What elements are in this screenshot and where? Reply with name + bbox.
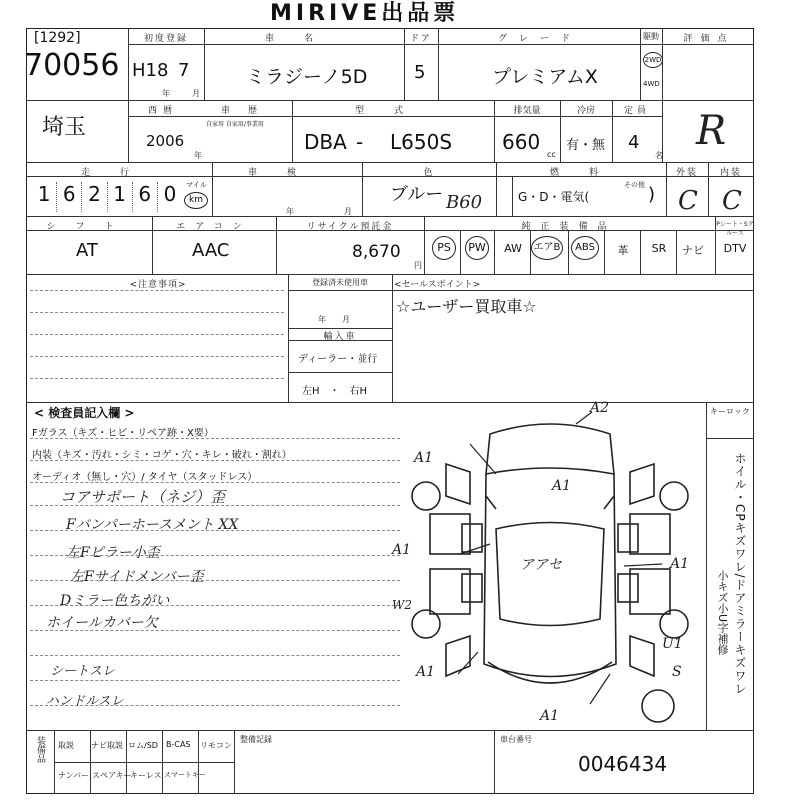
displacement: 660	[502, 130, 541, 154]
acc-item: スペアキー	[92, 771, 132, 780]
drive-2wd-text: 2WD	[644, 56, 662, 64]
equip-leather: 革	[617, 244, 629, 257]
drive-header: 駆動	[643, 32, 659, 41]
mileage-digit: 1	[108, 182, 133, 212]
inspection-year-unit: 年	[286, 207, 294, 216]
frame-header: 車歴	[220, 106, 275, 116]
damage-mark: A2	[590, 400, 610, 416]
capacity: 4	[628, 132, 640, 153]
mileage-digit: 2	[82, 182, 107, 212]
side-legend: ホイル・CPキズワレ/ドアミラーキズワレ	[733, 452, 747, 696]
color: ブルー	[390, 184, 444, 205]
reg-month-unit: 月	[192, 89, 200, 98]
equip-abs	[568, 236, 602, 260]
reg-header: 初度登録	[143, 34, 188, 44]
recycle-header: リサイクル預託金	[306, 222, 394, 232]
shift: AT	[76, 240, 98, 261]
mileage-digit: 6	[57, 182, 82, 212]
equip-sr: SR	[651, 242, 667, 255]
sales-point-header: <セールスポイント>	[394, 280, 481, 290]
equip-pw-text: PW	[465, 236, 489, 260]
mileage-unit-mile: マイル	[186, 181, 207, 189]
damage-mark: A1	[414, 450, 434, 466]
equip-airbag	[530, 236, 564, 260]
damage-mark: A1	[540, 708, 560, 724]
damage-mark: U1	[662, 636, 683, 652]
score-header: 評価点	[683, 34, 735, 44]
damage-mark: A1	[416, 664, 436, 680]
name-header: 車名	[264, 34, 343, 44]
equip-extra-header: Pシート・Sクルーズ	[716, 221, 754, 237]
acc-item: ナンバー	[58, 771, 90, 780]
acc-item: キーレス	[130, 771, 162, 780]
equip-airbag-text: エアB	[531, 236, 563, 260]
fuel-other: その他	[624, 181, 645, 189]
mileage-header: 走行	[80, 168, 159, 178]
fuel-header: 燃料	[549, 168, 628, 178]
disp-header: 排気量	[513, 106, 541, 116]
sales-point: ☆ユーザー買取車☆	[396, 297, 537, 316]
inspector-header: < 検査員記入欄 >	[34, 406, 135, 420]
doors-header: ドア	[410, 34, 432, 44]
reg-year-unit: 年	[162, 89, 170, 98]
stock-label: 車台番号	[500, 735, 532, 744]
equip-ps-text: PS	[432, 236, 456, 260]
frame-sub: 自家用 自家用/事業用	[206, 121, 264, 128]
fuel-options: G・D・電気(	[518, 190, 590, 204]
car-name: ミラジーノ5D	[246, 66, 368, 88]
interior-grade: C	[722, 186, 742, 216]
damage-mark: アアセ	[520, 557, 562, 573]
maintenance-label: 整備記録	[240, 735, 272, 744]
damage-mark: A1	[552, 478, 572, 494]
side-legend-2: 小キズ小U字補修	[716, 570, 729, 656]
grade-header: グレード	[497, 34, 582, 44]
accessories-label: 装備品	[35, 736, 45, 763]
equip-pw	[460, 236, 494, 260]
pre-reg-header: 登録済未使用車	[312, 278, 368, 287]
aircon-header: エアコン	[176, 222, 252, 232]
mileage-digits	[32, 182, 182, 212]
damage-mark: S	[672, 664, 682, 680]
acc-item: B-CAS	[166, 740, 191, 749]
handwritten-note: Fバンパーホースメント XX	[66, 517, 239, 533]
reg-era: H18	[132, 60, 169, 81]
ac-value: 有・無	[566, 138, 606, 153]
mileage-digit: 6	[133, 182, 158, 212]
handwritten-note: 左Fピラー小歪	[66, 545, 160, 561]
check-glass: Fガラス（キズ・ヒビ・リペア跡・X要）	[32, 428, 214, 439]
damage-mark: A1	[392, 542, 412, 558]
acc-item: スマートキー	[164, 771, 206, 779]
import-header: 輸入車	[323, 332, 357, 342]
handle: 左H ・ 右H	[302, 386, 368, 397]
equip-header: 純正装備品	[521, 222, 617, 232]
damage-mark: W2	[392, 598, 412, 612]
handwritten-note: シートスレ	[50, 664, 115, 679]
capacity-unit: 名	[655, 151, 663, 160]
exterior-header: 外装	[675, 168, 698, 178]
check-interior: 内装（キズ・汚れ・シミ・コゲ・穴・キレ・破れ・割れ）	[32, 450, 292, 461]
cc-unit: cc	[547, 150, 556, 159]
acc-item: ナビ取説	[91, 741, 123, 750]
drive-4wd: 4WD	[643, 80, 660, 88]
color-header: 色	[423, 168, 435, 178]
drive-2wd	[643, 52, 663, 68]
shift-header: シフト	[46, 222, 134, 232]
equip-abs-text: ABS	[571, 236, 599, 260]
color-code: B60	[446, 192, 483, 213]
equip-dtv: DTV	[723, 242, 747, 255]
key-lock-label: キーロック	[710, 407, 750, 416]
year-unit: 年	[194, 151, 202, 160]
dealer: ディーラー・並行	[298, 354, 378, 365]
equip-navi: ナビ	[682, 244, 704, 257]
inspection-month-unit: 月	[344, 207, 352, 216]
mileage-unit-km-text: km	[189, 195, 203, 205]
aircon: AAC	[192, 240, 230, 261]
fuel-close: )	[648, 184, 656, 205]
recycle-yen: 円	[414, 261, 422, 270]
model-header: 型式	[354, 106, 433, 116]
exterior-grade: C	[678, 186, 698, 216]
ac-header: 冷房	[576, 106, 595, 116]
stock-number: 0046434	[578, 752, 668, 776]
doors: 5	[414, 62, 426, 83]
document-title: MIRIVE出品票	[270, 1, 460, 26]
handwritten-note: 左Fサイドメンバー歪	[70, 569, 204, 585]
model-code: L650S	[390, 130, 453, 154]
inspection-header: 車検	[247, 168, 326, 178]
equip-aw: AW	[504, 242, 522, 255]
year: 2006	[146, 132, 185, 150]
model-prefix: DBA	[304, 130, 347, 154]
equip-ps	[427, 236, 461, 260]
check-audio: オーディオ（無し・穴）/ タイヤ（スタッドレス）	[32, 472, 258, 483]
handwritten-note: ホイールカバー欠	[46, 615, 158, 631]
acc-item: リモコン	[200, 741, 232, 750]
mileage-digit: 1	[32, 182, 57, 212]
notes-header: <注意事項>	[129, 280, 187, 290]
lot-code: [1292]	[34, 30, 81, 46]
damage-mark: A1	[670, 556, 690, 572]
grade: プレミアムX	[492, 66, 598, 88]
score: R	[696, 108, 727, 154]
year-header: 西暦	[148, 106, 179, 116]
lot-number: 70056	[24, 48, 120, 83]
acc-item: 取説	[58, 741, 74, 750]
pre-reg-date: 年 月	[318, 315, 350, 324]
reg-month: 7	[178, 60, 190, 81]
interior-header: 内装	[719, 168, 742, 178]
handwritten-note: コアサポート（ネジ）歪	[60, 488, 226, 506]
handwritten-note: Dミラー色ちがい	[60, 593, 170, 609]
model-dash: -	[356, 130, 364, 154]
acc-item: ロム/SD	[128, 741, 158, 750]
capacity-header: 定員	[623, 106, 650, 116]
handwritten-note: ハンドルスレ	[46, 694, 124, 709]
mileage-unit-km	[184, 192, 208, 209]
mileage-digit: 0	[163, 182, 177, 206]
recycle-amount: 8,670	[352, 242, 401, 262]
region: 埼玉	[42, 115, 87, 140]
